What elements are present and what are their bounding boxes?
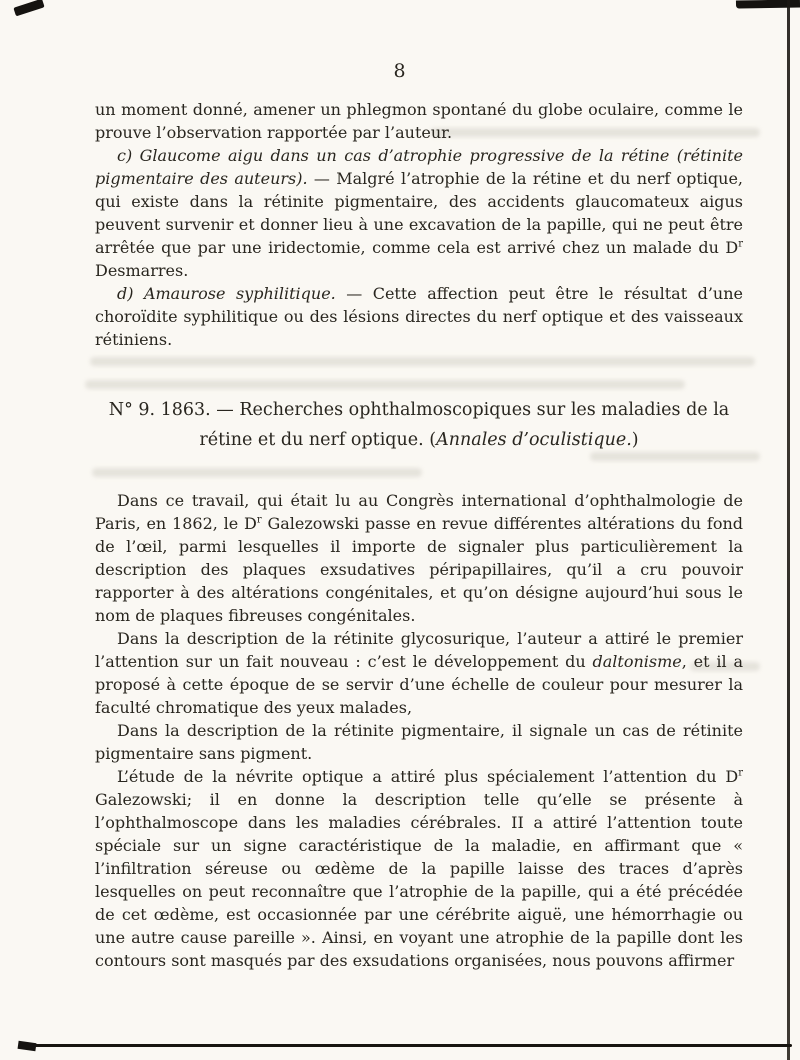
- scan-artifact-bottom-left: [18, 1041, 37, 1051]
- document-blocks: [0, 82, 800, 972]
- italic-text-run: c) Glaucome aigu dans un cas d’atrophie progressive de la rétine (rétinite pigmentaire des auteurs).: [95, 146, 743, 188]
- section-heading: [95, 395, 743, 455]
- italic-text-run: Annales d’oculistique.: [436, 430, 632, 450]
- paragraph: [95, 144, 743, 282]
- text-run: Galezowski passe en revue différentes altérations du fond de l’œil, parmi lesquelles il importe de signaler plus particulièrement la description des plaques exsudatives péripapillaires, qu’il a cru pouvoir rapporter à des altérations congénitales, et qu’on désigne aujourd’hui sous le nom de plaques fibreuses congénitales.: [95, 514, 744, 625]
- page-number: 8: [393, 60, 407, 82]
- text-run: — Cette affection peut être le résultat d’une choroïdite syphilitique ou des lésions directes du nerf optique et des vaisseaux rétiniens.: [95, 284, 744, 349]
- paragraph: [95, 627, 743, 719]
- text-run: Dans la description de la rétinite pigmentaire, il signale un cas de rétinite pigmentaire sans pigment.: [95, 721, 743, 763]
- scan-artifact-right-edge: [787, 0, 790, 1060]
- superscript-run: r: [738, 767, 743, 779]
- superscript-run: r: [738, 238, 743, 250]
- text-run: un moment donné, amener un phlegmon spontané du globe oculaire, comme le prouve l’observation rapportée par l’auteur.: [95, 100, 743, 142]
- text-run: , et il a proposé à cette époque de se servir d’une échelle de couleur pour mesurer la faculté chromatique des yeux malades,: [95, 652, 743, 717]
- text-run: Dans ce travail, qui était lu au Congrès international d’ophthalmologie de Paris, en 1862, le D: [95, 491, 743, 533]
- text-run: Desmarres.: [95, 261, 189, 280]
- text-run: ): [631, 430, 639, 450]
- paragraph: [95, 489, 743, 627]
- paragraph: [95, 98, 743, 144]
- paragraph: [95, 282, 743, 351]
- italic-text-run: daltonisme: [592, 652, 682, 671]
- text-run: L’étude de la névrite optique a attiré plus spécialement l’attention du D: [117, 767, 739, 786]
- text-run: — Malgré l’atrophie de la rétine et du nerf optique, qui existe dans la rétinite pigmentaire, des accidents glaucomateux aigus peuvent survenir et donner lieu à une excavation de la papille, qui ne peut être arrêtée que par une iridectomie, comme cela est arrivé chez un malade du D: [95, 169, 743, 257]
- scan-artifact-top-right: [736, 0, 800, 9]
- text-run: Dans la description de la rétinite glycosurique, l’auteur a attiré le premier l’attention sur un fait nouveau : c’est le développement du: [95, 629, 743, 671]
- text-run: Galezowski; il en donne la description telle qu’elle se présente à l’ophthalmoscope dans les maladies cérébrales. II a attiré l’attention toute spéciale sur un signe caractéristique de la maladie, en affirmant que « l’infiltration séreuse ou œdème de la papille laisse des traces d’après lesquelles on peut reconnaître que l’atrophie de la papille, qui a été précédée de cet œdème, est occasionnée par une cérébrite aiguë, une hémorrhagie ou une autre cause pareille ». Ainsi, en voyant une atrophie de la papille dont les contours sont masqués par des exsudations organisées, nous pouvons affirmer: [95, 790, 743, 970]
- italic-text-run: d) Amaurose syphilitique.: [117, 284, 336, 303]
- paragraph: [95, 765, 743, 972]
- paragraph: [95, 719, 743, 765]
- scan-artifact-bottom-edge: [28, 1044, 792, 1047]
- text-run: N° 9. 1863. — Recherches ophthalmoscopiques sur les maladies de la rétine et du nerf optique. (: [108, 400, 730, 450]
- superscript-run: r: [256, 514, 262, 526]
